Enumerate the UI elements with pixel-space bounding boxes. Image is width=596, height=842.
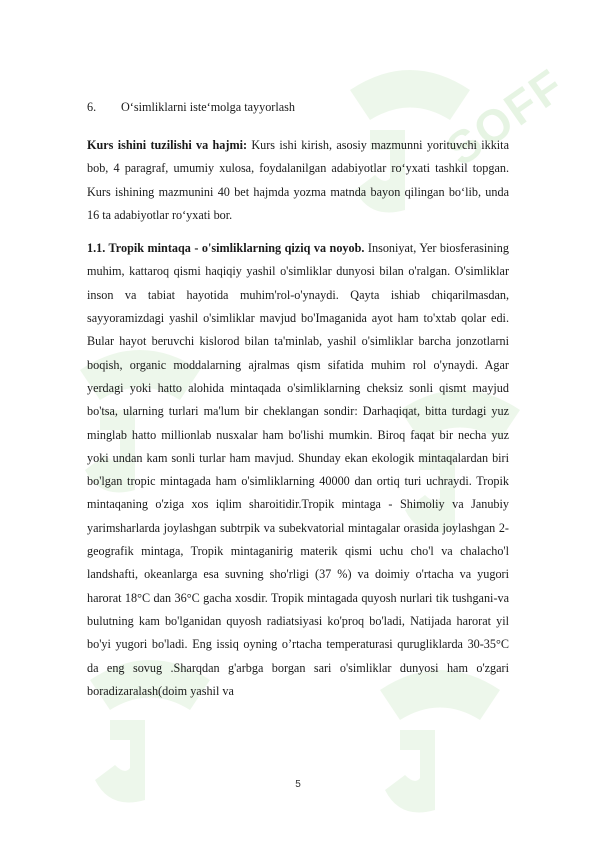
paragraph-body: Insoniyat, Yer biosferasining muhim, kattaroq qismi haqiqiy yashil o'simliklar dunyosi bilan o'ralgan. O'simliklar inson va tabiat hayotida muhim'rol-o'ynaydi. Qayta ishiab chiqarilmasdan, sayyoramizdagi yashil o'simliklar mavjud bo'Imaganida ayot ham to'xtab qolar edi. Bular hayot beruvchi kislorod bilan ta'minlab, yashil o'simliklar barcha jonzotlarni boqish, organic moddalarning ajralmas qism sifatida muhim rol o'ynaydi. Agar yerdagi yoki hatto alohida mintaqada o'simliklarning cheksiz sonli qismt mayjud bo'tsa, ularning turlari ma'lum bir cheklangan sondir: Darhaqiqat, bitta turdagi yuz minglab hatto millionlab nusxalar ham bo'lishi mumkin. Biroq faqat bir necha yuz yoki undan kam sonli turlar ham mavjud. Shunday ekan ekologik mintaqalardan biri bo'lgan tropic mintagada ham o'simliklarning 40000 dan ortiq turi uchraydi. Tropik mintaqaning o'ziga xos iqlim sharoitidir.Tropik mintaga - Shimoliy va Janubiy yarimsharlarda joylashgan subtrpik va subekvatorial mintagalar orasida joylashgan 2-geografik mintaga, Tropik mintaganirig materik qismi uchu cho'l va chalacho'l landshafti, okeanlarga esa suvning sho'rligi (37 %) va doimiy o'rtacha va yugori harorat 18°C dan 36°C gacha xosdir. Tropik mintagada quyosh nurlari tik tushgani-va bulutning kam bo'lganidan quyosh radiatsiyasi ko'proq bo'ladi, Natijada harorat yil bo'yi yugori bo'ladi. Eng issiq oyning o’rtacha temperaturasi qurugliklarda 30-35°C da eng sovug .Sharqdan g'arbga borgan sari o'simliklar dunyosi ham o'zgari boradizaralash(doim yashil va [87, 241, 509, 698]
section-heading: 1.1. Tropik mintaqa - o'simliklarning qiziq va noyob. [87, 241, 365, 256]
document-body [87, 97, 509, 713]
paragraph-tropical-zone [87, 237, 509, 703]
page-number: 5 [295, 779, 301, 790]
list-text: O‘simliklarni iste‘molga tayyorlash [121, 100, 295, 114]
paragraph-body: Kurs ishi kirish, asosiy mazmunni yorituvchi ikkita bob, 4 paragraf, umumiy xulosa, foydalanilgan adabiyotlar ro‘yxati tashkil topgan. Kurs ishining mazmunini 40 bet hajmda yozma matnda bayon qilingan bo‘lib, unda 16 ta adabiyotlar ro‘yxati bor. [87, 138, 509, 222]
list-item [87, 97, 509, 117]
watermark-text: SOFF [436, 58, 574, 176]
paragraph-course-structure [87, 134, 509, 227]
paragraph-lead: Kurs ishini tuzilishi va hajmi: [87, 138, 248, 152]
list-number: 6. [87, 100, 97, 114]
